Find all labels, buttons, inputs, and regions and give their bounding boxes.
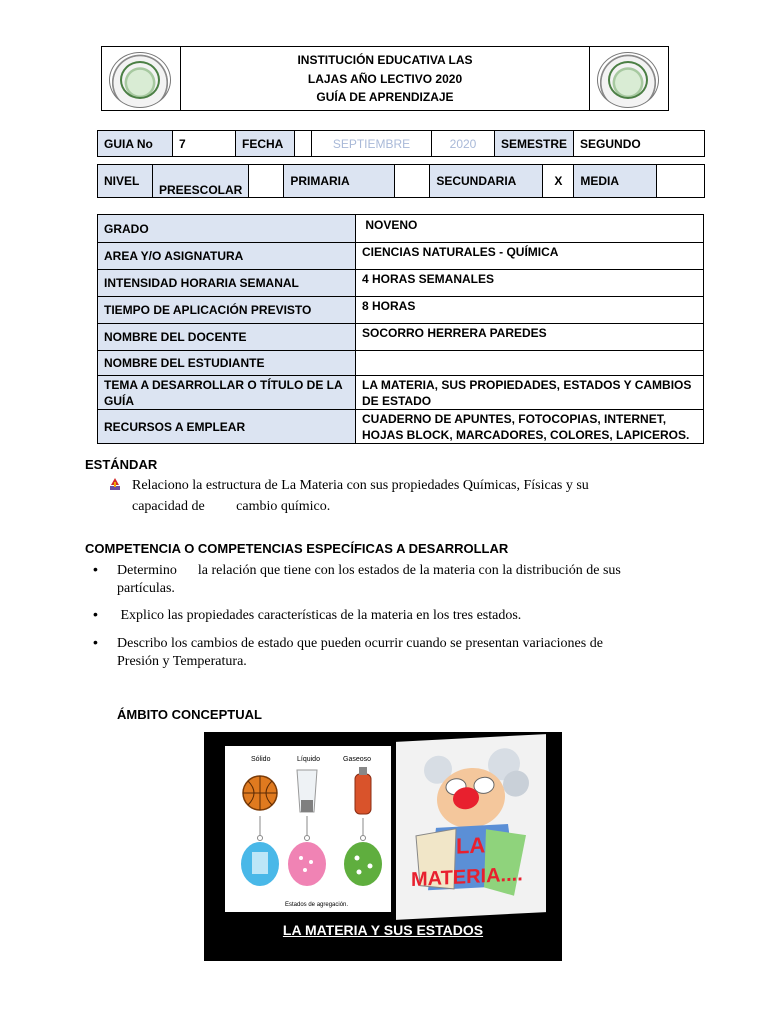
states-panel: [225, 746, 391, 912]
table-row: [98, 215, 704, 243]
left-logo-cell: [102, 47, 181, 110]
label-gaseoso: Gaseoso: [343, 756, 372, 763]
grado-value: NOVENO: [356, 215, 704, 243]
header-title: [180, 51, 590, 107]
intensidad-value: 4 HORAS SEMANALES: [356, 270, 704, 297]
competencia-3-line-2: Presión y Temperatura.: [117, 654, 247, 669]
table-row: [98, 243, 704, 270]
fecha-year: 2020: [432, 131, 495, 157]
estandar-title: ESTÁNDAR: [85, 457, 158, 472]
label-liquido: Líquido: [297, 756, 320, 763]
docente-label: NOMBRE DEL DOCENTE: [98, 324, 356, 351]
cartoon-text-materia: MATERIA....: [411, 863, 523, 892]
docente-value: SOCORRO HERRERA PAREDES: [356, 324, 704, 351]
nivel-label: NIVEL: [98, 165, 153, 198]
tiempo-value: 8 HORAS: [356, 297, 704, 324]
guia-label: GUIA No: [98, 131, 173, 157]
bullet-dot-icon: •: [93, 634, 98, 650]
table-row: [98, 324, 704, 351]
media-box: [657, 165, 705, 198]
cartoon-text-la: LA: [456, 832, 486, 859]
estudiante-label: NOMBRE DEL ESTUDIANTE: [98, 351, 356, 376]
primaria-label: PRIMARIA: [284, 165, 395, 198]
arrow-bullet-icon: [108, 477, 122, 493]
bullet-dot-icon: •: [93, 561, 98, 577]
image-caption: LA MATERIA Y SUS ESTADOS: [282, 922, 484, 938]
estandar-line-2: capacidad de cambio químico.: [132, 499, 331, 514]
semestre-value: SEGUNDO: [574, 131, 705, 157]
label-estados: Estados de agregación.: [285, 902, 349, 908]
fecha-month: SEPTIEMBRE: [312, 131, 432, 157]
semestre-label: SEMESTRE: [495, 131, 574, 157]
nivel-row-table: [97, 164, 705, 198]
table-row: [98, 410, 704, 444]
primaria-box: [395, 165, 430, 198]
competencia-3-line-1: Describo los cambios de estado que pueden ocurrir cuando se presentan variaciones de: [117, 636, 603, 651]
table-row: [98, 376, 704, 410]
table-row: [98, 351, 704, 376]
bullet-dot-icon: •: [93, 606, 98, 622]
title-line-2: LAJAS AÑO LECTIVO 2020: [307, 71, 463, 86]
intensidad-label: INTENSIDAD HORARIA SEMANAL: [98, 270, 356, 297]
fecha-label: FECHA: [236, 131, 295, 157]
label-solido: Sólido: [251, 756, 271, 763]
competencia-1-line-1: Determino la relación que tiene con los estados de la materia con la distribución de sus: [117, 563, 621, 578]
secundaria-mark: X: [543, 165, 574, 198]
right-logo-cell: [589, 47, 668, 110]
title-line-1: INSTITUCIÓN EDUCATIVA LAS: [297, 53, 473, 67]
tiempo-label: TIEMPO DE APLICACIÓN PREVISTO: [98, 297, 356, 324]
area-value: CIENCIAS NATURALES - QUÍMICA: [356, 243, 704, 270]
recursos-value: CUADERNO DE APUNTES, FOTOCOPIAS, INTERNET, HOJAS BLOCK, MARCADORES, COLORES, LAPICEROS.: [356, 410, 704, 444]
info-table: [97, 214, 704, 444]
guia-value: 7: [173, 131, 236, 157]
header-box: [101, 46, 669, 111]
fecha-spacer: [295, 131, 312, 157]
preescolar-label: PREESCOLAR: [153, 165, 249, 198]
estudiante-value[interactable]: [356, 351, 704, 376]
competencia-2: Explico las propiedades características de la materia en los tres estados.: [117, 608, 522, 623]
cartoon-panel: [396, 734, 546, 920]
recursos-label: RECURSOS A EMPLEAR: [98, 410, 356, 444]
competencias-title: COMPETENCIA O COMPETENCIAS ESPECÍFICAS A DESARROLLAR: [85, 541, 509, 556]
school-seal-logo-right: [597, 52, 659, 108]
table-row: [98, 297, 704, 324]
grado-label: GRADO: [98, 215, 356, 243]
competencia-1-line-2: partículas.: [117, 581, 175, 596]
guide-row-table: [97, 130, 705, 157]
table-row: [98, 270, 704, 297]
estandar-line-1: Relaciono la estructura de La Materia con sus propiedades Químicas, Físicas y su: [132, 478, 589, 493]
media-label: MEDIA: [574, 165, 657, 198]
tema-value: LA MATERIA, SUS PROPIEDADES, ESTADOS Y CAMBIOS DE ESTADO: [356, 376, 704, 410]
ambito-title: ÁMBITO CONCEPTUAL: [117, 707, 262, 722]
title-line-3: GUÍA DE APRENDIZAJE: [316, 90, 454, 104]
materia-estados-image: [204, 732, 562, 961]
tema-label: TEMA A DESARROLLAR O TÍTULO DE LA GUÍA: [98, 376, 356, 410]
preescolar-box: [249, 165, 284, 198]
secundaria-label: SECUNDARIA: [430, 165, 543, 198]
school-seal-logo-left: [109, 52, 171, 108]
area-label: AREA Y/O ASIGNATURA: [98, 243, 356, 270]
